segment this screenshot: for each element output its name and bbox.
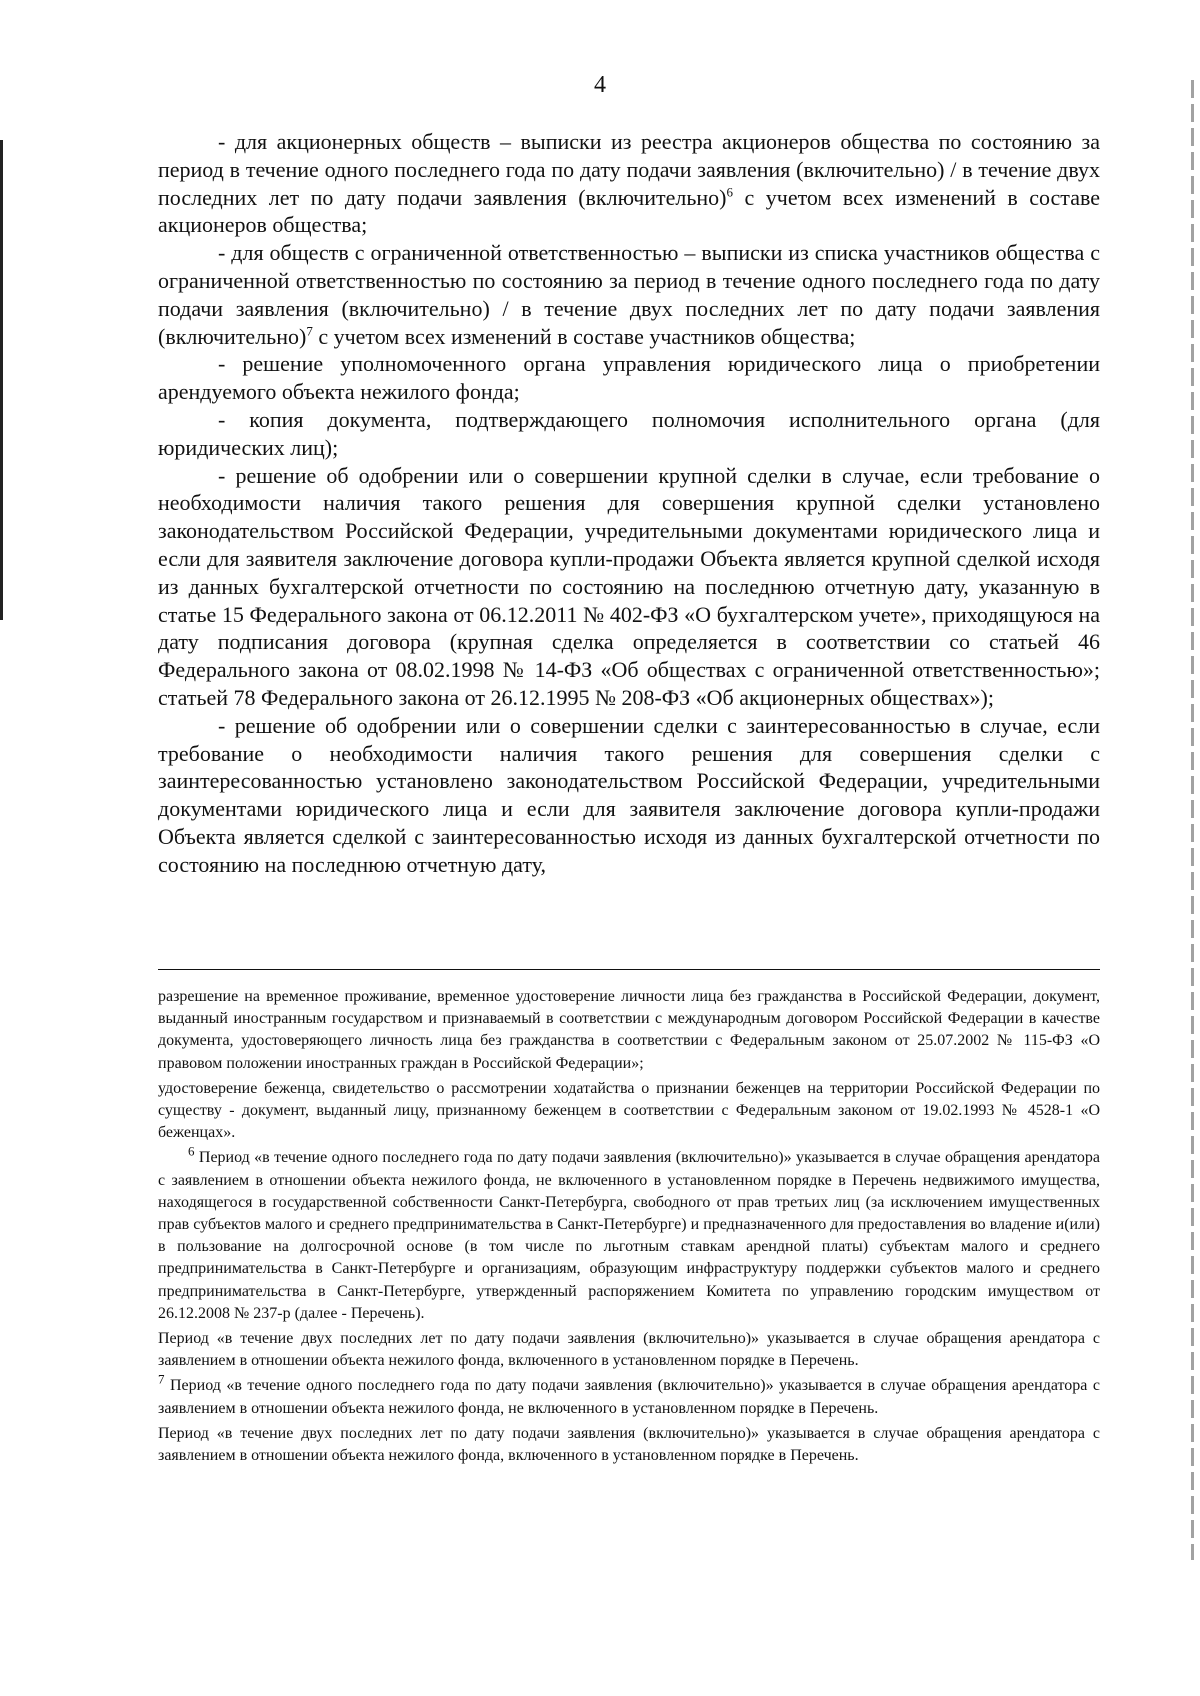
footnote: $^6$ Период «в течение одного последнего года по дату подачи заявления (включительно)» указывается в случае обращения арендатора с заявлением в отношении объекта нежилого фонда, не включенного в установленном порядке в Перечень недвижимого имущества, находящегося в государственной собственности Санкт-Петербурга, свободного от прав третьих лиц (за исключением имущественных прав субъектов малого и среднего предпринимательства в Санкт-Петербурге) и предназначенного для предоставления во владение и(или) в пользование на долгосрочной основе (в том числе по льготным ставкам арендной платы) субъектам малого и среднего предпринимательства в Санкт-Петербурге и организациям, образующим инфраструктуру поддержки субъектов малого и среднего предпринимательства в Санкт-Петербурге, утвержденный распоряжением Комитета по управлению городским имуществом от 26.12.2008 № 237-р (далее - Перечень). [158, 1144, 1100, 1322]
paragraph: - копия документа, подтверждающего полномочия исполнительного органа (для юридических лиц); [158, 406, 1100, 460]
paragraph: - решение об одобрении или о совершении сделки с заинтересованностью в случае, если требование о необходимости наличия такого решения для совершения сделки с заинтересованностью установлено законодательством Российской Федерации, учредительными документами юридического лица и если для заявителя заключение договора купли-продажи Объекта является сделкой с заинтересованностью исходя из данных бухгалтерской отчетности по состоянию на последнюю отчетную дату, [158, 712, 1100, 877]
footnote: разрешение на временное проживание, временное удостоверение личности лица без гражданства в Российской Федерации, документ, выданный иностранным государством и признаваемый в соответствии с международным договором Российской Федерации в качестве документа, удостоверяющего личность лица без гражданства в соответствии с Федеральным законом от 25.07.2002 № 115-ФЗ «О правовом положении иностранных граждан в Российской Федерации»; [158, 988, 1100, 1072]
scan-edge-mark [1191, 80, 1194, 1560]
paragraph: - для акционерных обществ – выписки из реестра акционеров общества по состоянию за период в течение одного последнего года по дату подачи заявления (включительно) / в течение двух последних лет по дату подачи заявления (включительно)$^6$ с учетом всех изменений в составе акционеров общества; [158, 129, 1100, 238]
footnote: удостоверение беженца, свидетельство о рассмотрении ходатайства о признании беженцев на территории Российской Федерации по существу - документ, выданный лицу, признанному беженцем в соответствии с Федеральным законом от 19.02.1993 № 4528-1 «О беженцах». [158, 1079, 1100, 1142]
footnote: Период «в течение двух последних лет по дату подачи заявления (включительно)» указывается в случае обращения арендатора с заявлением в отношении объекта нежилого фонда, включенного в установленном порядке в Перечень. [158, 1424, 1100, 1465]
footnote-mark: 6 [188, 1144, 195, 1160]
paragraph: - решение об одобрении или о совершении крупной сделки в случае, если требование о необходимости наличия такого решения для совершения крупной сделки установлено законодательством Российской Федерации, учредительными документами юридического лица и если для заявителя заключение договора купли-продажи Объекта является крупной сделкой исходя из данных бухгалтерской отчетности по состоянию на последнюю отчетную дату, указанную в статье 15 Федерального закона от 06.12.2011 № 402-ФЗ «О бухгалтерском учете», приходящуюся на дату подписания договора (крупная сделка определяется в соответствии со статьей 46 Федерального закона от 08.02.1998 № 14-ФЗ «Об обществах с ограниченной ответственностью»; статьей 78 Федерального закона от 26.12.1995 № 208-ФЗ «Об акционерных обществах»); [158, 462, 1100, 710]
footnotes [158, 986, 1100, 1470]
scan-edge-mark [0, 140, 3, 620]
paragraph: - для обществ с ограниченной ответственностью – выписки из списка участников общества с ограниченной ответственностью по состоянию за период в течение одного последнего года по дату подачи заявления (включительно) / в течение двух последних лет по дату подачи заявления (включительно)$^7$ с учетом всех изменений в составе участников общества; [158, 240, 1100, 349]
footnote-mark: 7 [158, 1372, 165, 1388]
body-text [158, 128, 1100, 879]
footnote-separator [158, 969, 1100, 970]
page-number: 4 [594, 72, 606, 98]
footnote-reference[interactable]: 6 [726, 184, 734, 200]
paragraph: - решение уполномоченного органа управления юридического лица о приобретении арендуемого объекта нежилого фонда; [158, 351, 1100, 405]
footnote: Период «в течение двух последних лет по дату подачи заявления (включительно)» указывается в случае обращения арендатора с заявлением в отношении объекта нежилого фонда, включенного в установленном порядке в Перечень. [158, 1330, 1100, 1370]
footnote: $^7$ Период «в течение одного последнего года по дату подачи заявления (включительно)» указывается в случае обращения арендатора с заявлением в отношении объекта нежилого фонда, не включенного в установленном порядке в Перечень. [158, 1372, 1100, 1417]
footnote-reference[interactable]: 7 [306, 323, 313, 339]
